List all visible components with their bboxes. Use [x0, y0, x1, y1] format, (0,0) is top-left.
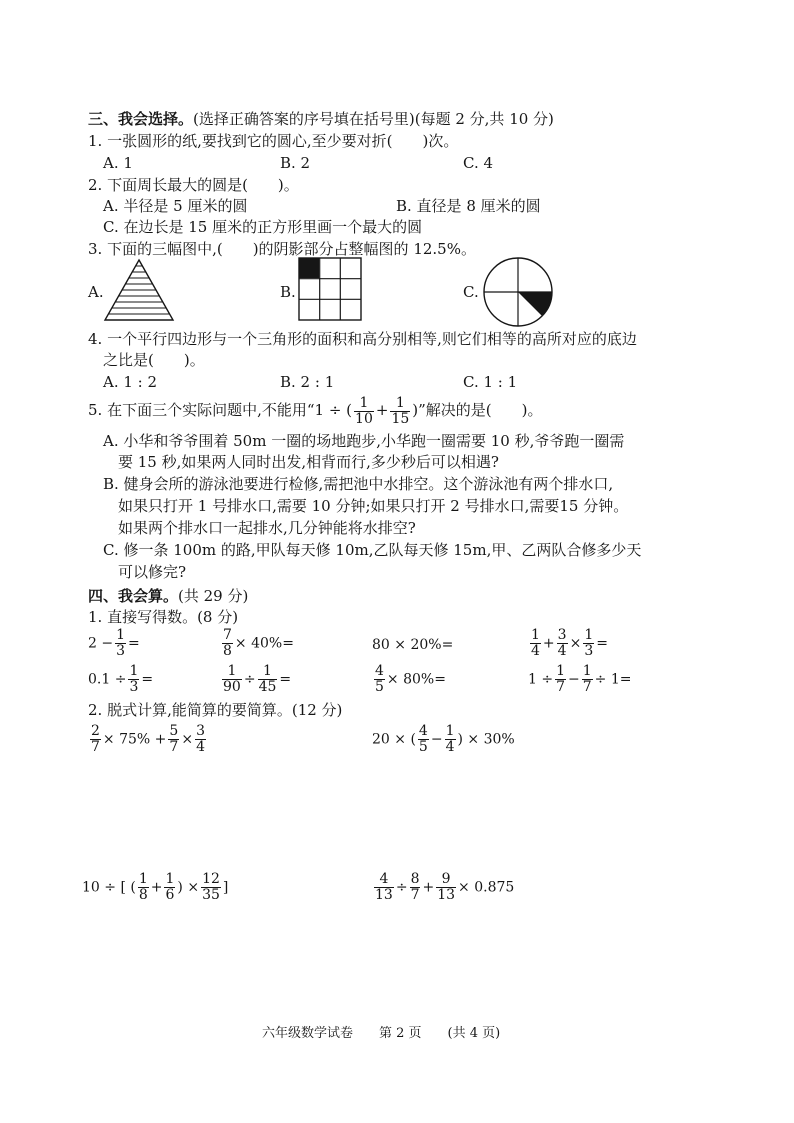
numerator: 7 [223, 627, 232, 643]
shaded-circle-figure [482, 256, 554, 328]
operator: + [150, 879, 163, 896]
denominator: 4 [445, 739, 455, 755]
numerator: 1 [556, 663, 566, 679]
section-4-heading [88, 585, 248, 606]
denominator: 13 [375, 887, 393, 903]
section-3-heading [88, 108, 554, 129]
denominator: 8 [223, 643, 232, 659]
numerator: 1 [222, 664, 242, 680]
operator: × [569, 635, 582, 652]
fraction [445, 724, 456, 755]
q1-option-a[interactable]: A. 1 [103, 154, 133, 172]
denominator: 7 [582, 679, 592, 695]
denominator: 4 [531, 643, 540, 659]
q5-option-a-line1[interactable]: A. 小华和爷爷围着 50m 一圈的场地跑步,小华跑一圈需要 10 秒,爷爷跑一圈需 [103, 432, 625, 450]
q4-text-line2: 之比是( )。 [103, 351, 205, 369]
shaded-triangle-figure [103, 258, 175, 322]
expr-text: = [279, 671, 292, 688]
numerator: 4 [375, 663, 384, 679]
numerator: 12 [202, 871, 220, 887]
denominator: 6 [165, 887, 175, 903]
q1-option-b[interactable]: B. 2 [280, 154, 311, 172]
calc1-title: 1. 直接写得数。(8 分) [88, 608, 239, 626]
q3-option-c[interactable]: C. [463, 283, 479, 301]
denominator: 3 [584, 643, 594, 659]
calc1-expr-2 [220, 628, 294, 659]
calc2-expr-1 [88, 724, 208, 755]
expr-text: 20 × ( [372, 731, 416, 748]
q5-option-c-line1[interactable]: C. 修一条 100m 的路,甲队每天修 10m,乙队每天修 15m,甲、乙两队合修多少天 [103, 541, 642, 559]
page-footer: 六年级数学试卷 第 2 页 (共 4 页) [262, 1026, 501, 1041]
fraction [201, 872, 221, 903]
fraction [164, 872, 175, 903]
q5-fraction-2 [390, 396, 410, 427]
fraction [222, 628, 233, 659]
fraction [418, 724, 429, 755]
numerator: 3 [196, 723, 205, 739]
expr-text: × 80%= [386, 671, 446, 688]
operator: ÷ [243, 671, 256, 688]
denominator: 7 [169, 739, 179, 755]
denominator: 45 [258, 679, 277, 695]
fraction [115, 628, 126, 659]
expr-text: = [128, 635, 140, 652]
expr-text: 10 ÷ [ ( [82, 879, 136, 896]
denominator: 5 [418, 739, 428, 755]
fraction [222, 664, 242, 695]
fraction [128, 664, 139, 695]
q2-option-c[interactable]: C. 在边长是 15 厘米的正方形里画一个最大的圆 [103, 218, 423, 236]
q5-option-b-line3: 如果两个排水口一起排水,几分钟能将水排空? [118, 519, 416, 537]
q5-fraction-1 [354, 396, 374, 427]
expr-text: = [596, 635, 608, 652]
calc1-expr-7 [372, 664, 446, 695]
calc1-expr-3: 80 × 20%= [372, 637, 454, 653]
denominator: 3 [129, 679, 139, 695]
q2-option-a[interactable]: A. 半径是 5 厘米的圆 [103, 197, 248, 215]
fraction [90, 724, 101, 755]
fraction [410, 872, 421, 903]
expr-text: 1 ÷ [528, 671, 554, 688]
section-3-instruction: (选择正确答案的序号填在括号里)(每题 2 分,共 10 分) [193, 110, 554, 128]
operator: ÷ [395, 879, 408, 896]
expr-text: × 0.875 [458, 879, 515, 896]
q5-prefix: 5. 在下面三个实际问题中,不能用“1 ÷ ( [88, 401, 353, 419]
numerator: 8 [410, 871, 420, 887]
section-4-points: (共 29 分) [178, 587, 249, 605]
denominator: 13 [437, 887, 456, 903]
expr-text: 2 − [88, 635, 114, 652]
denominator: 7 [91, 739, 100, 755]
calc1-expr-4 [528, 628, 608, 659]
operator: + [422, 879, 435, 896]
fraction [557, 628, 568, 659]
calc1-expr-5 [88, 664, 153, 695]
numerator: 2 [91, 723, 100, 739]
q4-option-a[interactable]: A. 1 : 2 [103, 373, 158, 391]
q1-option-c[interactable]: C. 4 [463, 154, 494, 172]
denominator: 7 [556, 679, 566, 695]
calc2-title: 2. 脱式计算,能简算的要简算。(12 分) [88, 701, 343, 719]
denominator: 90 [223, 679, 241, 695]
denominator: 4 [196, 739, 205, 755]
q5-suffix: )”解决的是( )。 [412, 401, 543, 419]
q4-option-c[interactable]: C. 1 : 1 [463, 373, 518, 391]
expr-text: = [141, 671, 154, 688]
fraction [374, 872, 394, 903]
calc1-expr-8 [528, 664, 632, 695]
section-4-title: 四、我会算。 [88, 587, 179, 605]
operator: ) × [177, 879, 200, 896]
calc2-expr-3 [82, 872, 228, 903]
numerator: 1 [258, 664, 278, 680]
q5-option-c-line2: 可以修完? [118, 563, 187, 581]
numerator: 1 [531, 627, 540, 643]
denominator: 10 [355, 410, 373, 427]
numerator: 9 [436, 872, 456, 888]
fraction [195, 724, 206, 755]
numerator: 4 [374, 872, 394, 888]
fraction [138, 872, 149, 903]
calc2-expr-2 [372, 724, 515, 755]
fraction [168, 724, 179, 755]
operator: × 75% + [102, 731, 167, 748]
q5-option-b-line2: 如果只打开 1 号排水口,需要 10 分钟;如果只打开 2 号排水口,需要15 分钟。 [118, 497, 629, 515]
q4-text-line1: 4. 一个平行四边形与一个三角形的面积和高分别相等,则它们相等的高所对应的底边 [88, 330, 637, 348]
q4-option-b[interactable]: B. 2 : 1 [280, 373, 335, 391]
numerator: 5 [169, 723, 179, 739]
calc1-expr-6 [220, 664, 291, 695]
numerator: 1 [582, 663, 592, 679]
numerator: 3 [557, 627, 567, 643]
denominator: 3 [116, 643, 126, 659]
q5-text [88, 392, 543, 428]
q3-option-a[interactable]: A. [88, 283, 104, 301]
expr-text: × 40%= [234, 635, 294, 652]
expr-text: ÷ 1= [594, 671, 632, 688]
denominator: 5 [375, 679, 384, 695]
q1-text: 1. 一张圆形的纸,要找到它的圆心,至少要对折( )次。 [88, 132, 459, 150]
numerator: 1 [129, 663, 139, 679]
fraction [258, 664, 278, 695]
denominator: 7 [410, 887, 420, 903]
expr-text: 0.1 ÷ [88, 671, 127, 688]
q2-option-b[interactable]: B. 直径是 8 厘米的圆 [396, 197, 541, 215]
q5-option-b-line1[interactable]: B. 健身会所的游泳池要进行检修,需把池中水排空。这个游泳池有两个排水口, [103, 475, 614, 493]
calc1-expr-1 [88, 628, 140, 659]
q2-text: 2. 下面周长最大的圆是( )。 [88, 176, 299, 194]
numerator: 1 [390, 396, 410, 412]
operator: − [430, 731, 443, 748]
denominator: 4 [557, 643, 567, 659]
q3-text: 3. 下面的三幅图中,( )的阴影部分占整幅图的 12.5%。 [88, 240, 476, 258]
numerator: 4 [418, 723, 428, 739]
fraction [530, 628, 541, 659]
numerator: 1 [138, 871, 148, 887]
numerator: 1 [584, 627, 594, 643]
calc2-expr-4 [372, 872, 514, 903]
numerator: 1 [445, 723, 455, 739]
expr-text: ) × 30% [457, 731, 515, 748]
denominator: 8 [138, 887, 148, 903]
operator: + [542, 635, 555, 652]
q5-plus: + [375, 401, 389, 419]
shaded-grid-figure [297, 256, 363, 322]
fraction [555, 664, 566, 695]
numerator: 1 [165, 871, 175, 887]
fraction [582, 664, 593, 695]
section-3-title: 三、我会选择。 [88, 110, 194, 128]
fraction [583, 628, 594, 659]
expr-text: ] [222, 879, 229, 896]
numerator: 1 [354, 396, 374, 412]
operator: − [568, 671, 580, 688]
q5-option-a-line2: 要 15 秒,如果两人同时出发,相背而行,多少秒后可以相遇? [118, 453, 499, 471]
denominator: 35 [202, 887, 220, 903]
operator: × [181, 731, 194, 748]
fraction [436, 872, 456, 903]
numerator: 1 [116, 627, 126, 643]
fraction [374, 664, 385, 695]
q3-option-b[interactable]: B. [280, 283, 296, 301]
denominator: 15 [391, 410, 410, 427]
